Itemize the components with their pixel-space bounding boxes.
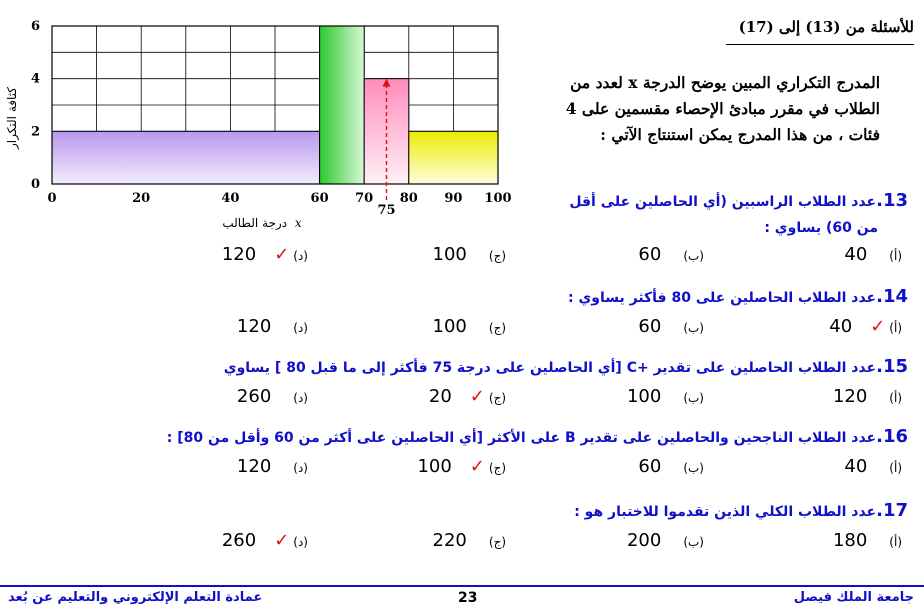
histogram-bar xyxy=(52,131,320,184)
question-text: عدد الطلاب الراسبين (أي الحاصلين على أقل xyxy=(569,194,877,210)
marker-label: 75 xyxy=(377,203,396,218)
option-letter: (أ) xyxy=(889,391,902,405)
footer-deanship: عمادة التعلم الإلكتروني والتعليم عن بُعد xyxy=(8,590,263,605)
option-letter: (أ) xyxy=(889,249,902,263)
option-letter: (أ) xyxy=(889,321,902,335)
answer-option[interactable] xyxy=(726,316,906,337)
option-value: 100 xyxy=(432,316,467,337)
intro-line-1: المدرج التكراري المبين يوضح الدرجة x لعدد من xyxy=(570,73,880,92)
option-letter: (د) xyxy=(293,321,308,335)
answer-option[interactable] xyxy=(330,316,510,337)
question-number: 13. xyxy=(876,190,908,211)
option-letter: (ج) xyxy=(488,461,506,475)
x-tick-label: 60 xyxy=(310,191,329,206)
option-value: 60 xyxy=(638,456,662,477)
option-letter: (أ) xyxy=(889,461,902,475)
option-letter: (ب) xyxy=(683,321,704,335)
x-tick-label: 40 xyxy=(221,191,240,206)
question-text: عدد الطلاب الكلي الذين تقدموا للاختبار هو : xyxy=(574,504,877,520)
x-tick-label: 70 xyxy=(355,191,374,206)
x-axis-label-var: x xyxy=(294,216,302,230)
x-tick-label: 90 xyxy=(444,191,463,206)
question-14 xyxy=(8,284,908,311)
answer-option[interactable] xyxy=(528,386,708,407)
answer-option[interactable] xyxy=(330,244,510,265)
answer-option[interactable] xyxy=(726,530,906,551)
answer-option[interactable] xyxy=(726,244,906,265)
option-value: 120 xyxy=(221,244,257,265)
answer-option[interactable] xyxy=(330,530,510,551)
answer-option[interactable] xyxy=(132,316,312,337)
question-13 xyxy=(8,188,908,241)
question-text: عدد الطلاب الناجحين والحاصلين على تقدير B على الأكثر [أي الحاصلين على أكثر من 60 وأقل من 80] : xyxy=(166,430,877,446)
question-text: عدد الطلاب الحاصلين على 80 فأكثر يساوي : xyxy=(567,290,877,306)
option-value: 20 xyxy=(428,386,452,407)
option-letter: (ج) xyxy=(488,535,506,549)
option-letter: (ب) xyxy=(683,249,704,263)
x-tick-label: 100 xyxy=(484,191,512,206)
answer-option[interactable] xyxy=(132,244,312,265)
option-value: 260 xyxy=(221,530,257,551)
question-16 xyxy=(8,424,908,451)
question-15 xyxy=(8,354,908,381)
intro-line-2: الطلاب في مقرر مبادئ الإحصاء مقسمين على 4 xyxy=(565,99,880,118)
option-letter: (د) xyxy=(293,535,308,549)
page-number: 23 xyxy=(458,590,478,606)
option-letter: (ب) xyxy=(683,535,704,549)
answer-option[interactable] xyxy=(528,530,708,551)
check-icon: ✓ xyxy=(274,244,290,265)
check-icon: ✓ xyxy=(274,530,290,551)
check-icon: ✓ xyxy=(469,456,485,477)
option-letter: (ج) xyxy=(488,391,506,405)
question-text: عدد الطلاب الحاصلين على تقدير +C [أي الحاصلين على درجة 75 فأكثر إلى ما قبل 80 ] يساوي xyxy=(223,360,877,376)
option-value: 60 xyxy=(638,316,662,337)
y-axis-label: كثافة التكرار xyxy=(5,87,19,149)
answer-option[interactable] xyxy=(330,386,510,407)
x-tick-label: 80 xyxy=(399,191,418,206)
option-value: 100 xyxy=(417,456,452,477)
answer-option[interactable] xyxy=(528,456,708,477)
x-tick-label: 0 xyxy=(47,191,57,206)
question-text-cont: من 60) يساوي : xyxy=(764,220,878,236)
footer-university: جامعة الملك فيصل xyxy=(793,590,914,605)
option-value: 60 xyxy=(638,244,662,265)
option-value: 120 xyxy=(236,316,272,337)
answer-option[interactable] xyxy=(726,386,906,407)
histogram-bar xyxy=(320,26,365,184)
x-tick-label: 20 xyxy=(132,191,151,206)
answer-option[interactable] xyxy=(330,456,510,477)
answer-option[interactable] xyxy=(132,530,312,551)
option-value: 260 xyxy=(236,386,272,407)
option-value: 40 xyxy=(829,316,853,337)
question-number: 15. xyxy=(876,356,908,377)
y-tick-label: 2 xyxy=(30,124,40,140)
question-number: 16. xyxy=(876,426,908,447)
option-value: 180 xyxy=(832,530,868,551)
option-letter: (ب) xyxy=(683,461,704,475)
answer-option[interactable] xyxy=(132,386,312,407)
x-axis-label-text: درجة الطالب xyxy=(222,216,288,230)
answer-option[interactable] xyxy=(726,456,906,477)
option-value: 120 xyxy=(832,386,868,407)
header-underline xyxy=(726,44,914,45)
option-value: 40 xyxy=(844,456,868,477)
option-value: 100 xyxy=(432,244,467,265)
option-value: 220 xyxy=(432,530,467,551)
answer-option[interactable] xyxy=(132,456,312,477)
question-number: 14. xyxy=(876,286,908,307)
question-number: 17. xyxy=(876,500,908,521)
answer-option[interactable] xyxy=(528,244,708,265)
option-letter: (ب) xyxy=(683,391,704,405)
option-letter: (أ) xyxy=(889,535,902,549)
answer-option[interactable] xyxy=(528,316,708,337)
intro-paragraph xyxy=(496,70,880,148)
check-icon: ✓ xyxy=(870,316,886,337)
question-17 xyxy=(8,498,908,525)
option-value: 200 xyxy=(626,530,662,551)
y-tick-label: 6 xyxy=(30,19,40,34)
option-letter: (د) xyxy=(293,461,308,475)
option-value: 100 xyxy=(626,386,662,407)
option-value: 40 xyxy=(844,244,868,265)
intro-line-3: فئات ، من هذا المدرج يمكن استنتاج الآتي : xyxy=(600,125,880,144)
option-letter: (د) xyxy=(293,391,308,405)
check-icon: ✓ xyxy=(469,386,485,407)
y-tick-label: 0 xyxy=(30,177,40,192)
questions-range-header: للأسئلة من (13) إلى (17) xyxy=(738,18,914,36)
option-letter: (ج) xyxy=(488,249,506,263)
footer-divider xyxy=(0,585,924,587)
option-letter: (د) xyxy=(293,249,308,263)
histogram-bar xyxy=(409,131,498,184)
y-tick-label: 4 xyxy=(30,71,40,87)
option-value: 120 xyxy=(236,456,272,477)
option-letter: (ج) xyxy=(488,321,506,335)
